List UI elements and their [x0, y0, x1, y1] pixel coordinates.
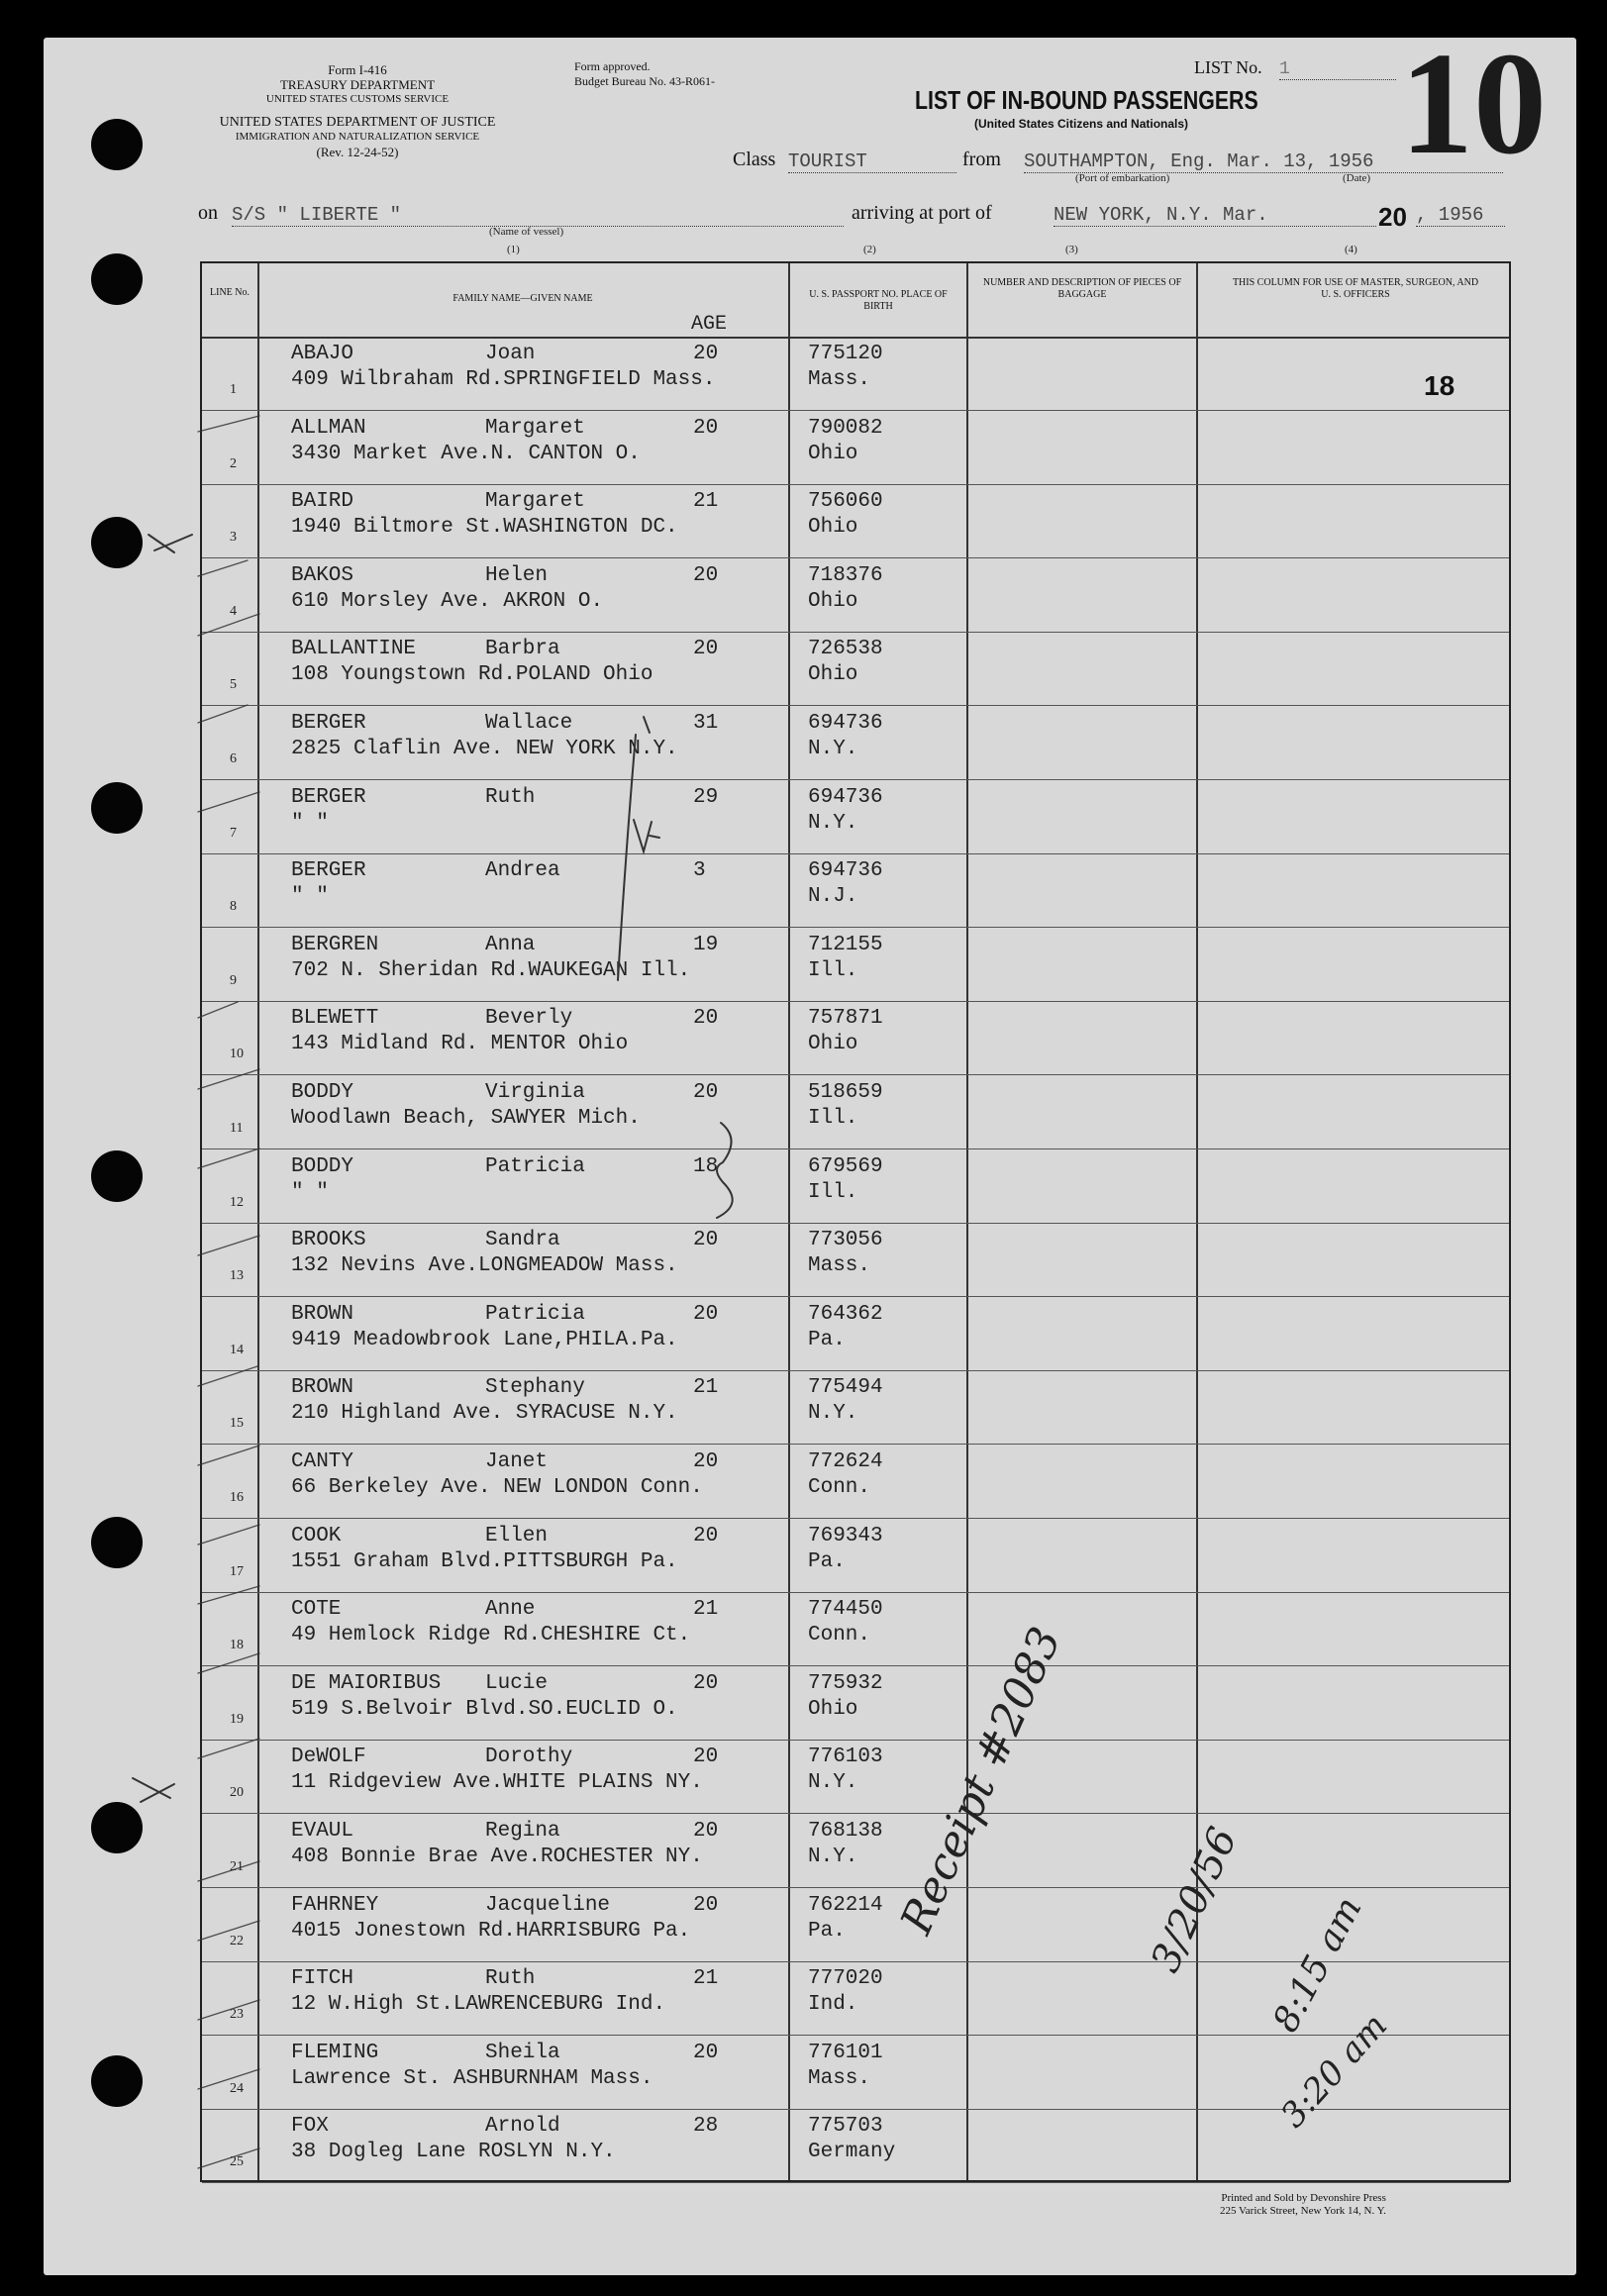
address: 49 Hemlock Ridge Rd.CHESHIRE Ct.	[291, 1624, 691, 1647]
on-label: on	[198, 202, 218, 224]
vessel-caption: (Name of vessel)	[489, 226, 564, 238]
column-caption: (1)	[507, 244, 520, 255]
family-name: BERGER	[291, 859, 366, 883]
page-title: LIST OF IN-BOUND PASSENGERS	[915, 85, 1258, 115]
address: 3430 Market Ave.N. CANTON O.	[291, 442, 641, 465]
family-name: BROWN	[291, 1376, 354, 1400]
passport-number: 776101	[808, 2041, 883, 2064]
passport-number: 718376	[808, 563, 883, 587]
family-name: BROOKS	[291, 1229, 366, 1252]
given-name: Sandra	[485, 1229, 560, 1252]
table-row	[202, 1370, 1509, 1445]
age: 20	[693, 1671, 719, 1695]
place-of-birth: Conn.	[808, 1476, 871, 1499]
place-of-birth: Pa.	[808, 1919, 846, 1943]
column-header-passport: U. S. PASSPORT NO. PLACE OF BIRTH	[809, 289, 948, 312]
family-name: ABAJO	[291, 343, 354, 365]
place-of-birth: N.Y.	[808, 1771, 858, 1795]
class-field: TOURIST	[788, 150, 956, 173]
family-name: BODDY	[291, 1081, 354, 1104]
table-row	[202, 1666, 1509, 1741]
place-of-birth: N.Y.	[808, 1402, 858, 1426]
list-number-stamp: 10	[1400, 23, 1547, 185]
line-number: 23	[230, 2007, 244, 2023]
given-name: Wallace	[485, 712, 573, 735]
given-name: Margaret	[485, 416, 585, 440]
address: 143 Midland Rd. MENTOR Ohio	[291, 1033, 629, 1056]
place-of-birth: Conn.	[808, 1624, 871, 1647]
place-of-birth: Germany	[808, 2141, 896, 2164]
embarkation-field: SOUTHAMPTON, Eng. Mar. 13, 1956	[1024, 150, 1503, 173]
family-name: FOX	[291, 2115, 329, 2139]
passport-number: 757871	[808, 1007, 883, 1031]
family-name: BAKOS	[291, 563, 354, 587]
given-name: Patricia	[485, 1154, 585, 1178]
arrival-day: 20	[1378, 202, 1407, 232]
age: 20	[693, 638, 719, 661]
address: Woodlawn Beach, SAWYER Mich.	[291, 1107, 641, 1130]
passport-number: 694736	[808, 859, 883, 883]
passport-number: 518659	[808, 1081, 883, 1104]
age: 20	[693, 416, 719, 440]
receipt-note: Receipt #2083	[891, 1620, 1071, 1942]
line-number: 2	[230, 455, 237, 471]
family-name: CANTY	[291, 1450, 354, 1473]
line-number: 22	[230, 1933, 244, 1948]
given-name: Arnold	[485, 2115, 560, 2139]
date-caption: (Date)	[1343, 172, 1371, 184]
address: 66 Berkeley Ave. NEW LONDON Conn.	[291, 1476, 703, 1499]
place-of-birth: Mass.	[808, 368, 871, 391]
line-number: 15	[230, 1416, 244, 1432]
table-row	[202, 337, 1509, 411]
place-of-birth: Mass.	[808, 1254, 871, 1278]
passport-number: 679569	[808, 1154, 883, 1178]
line-number: 1	[230, 382, 237, 397]
passport-number: 769343	[808, 1524, 883, 1547]
table-row	[202, 780, 1509, 854]
age: 21	[693, 1967, 719, 1991]
punch-hole	[91, 119, 143, 170]
arrival-year: , 1956	[1416, 204, 1505, 227]
given-name: Dorothy	[485, 1746, 573, 1769]
family-name: COOK	[291, 1524, 342, 1547]
table-row	[202, 558, 1509, 633]
family-name: BODDY	[291, 1154, 354, 1178]
given-name: Virginia	[485, 1081, 585, 1104]
place-of-birth: Ill.	[808, 1180, 858, 1204]
place-of-birth: N.Y.	[808, 811, 858, 835]
line-number: 5	[230, 677, 237, 693]
column-caption: (4)	[1345, 244, 1357, 255]
address: 108 Youngstown Rd.POLAND Ohio	[291, 663, 653, 687]
given-name: Patricia	[485, 1302, 585, 1326]
family-name: FAHRNEY	[291, 1893, 379, 1917]
place-of-birth: Ohio	[808, 516, 858, 540]
place-of-birth: Ohio	[808, 1033, 858, 1056]
page-subtitle: (United States Citizens and Nationals)	[974, 117, 1189, 131]
address: 2825 Claflin Ave. NEW YORK N.Y.	[291, 738, 678, 760]
address: 12 W.High St.LAWRENCEBURG Ind.	[291, 1993, 666, 2017]
line-number: 3	[230, 530, 237, 546]
address: 1940 Biltmore St.WASHINGTON DC.	[291, 516, 678, 540]
line-number: 21	[230, 1859, 244, 1874]
family-name: DE MAIORIBUS	[291, 1671, 442, 1695]
table-row	[202, 1592, 1509, 1666]
passport-number: 776103	[808, 1746, 883, 1769]
line-number: 11	[230, 1121, 244, 1136]
punch-hole	[91, 1517, 143, 1568]
family-name: FLEMING	[291, 2041, 379, 2064]
passport-number: 777020	[808, 1967, 883, 1991]
line-number: 14	[230, 1342, 244, 1357]
line-number: 4	[230, 603, 237, 619]
address: 11 Ridgeview Ave.WHITE PLAINS NY.	[291, 1771, 703, 1795]
line-number: 8	[230, 899, 237, 915]
passport-number: 764362	[808, 1302, 883, 1326]
family-name: COTE	[291, 1598, 342, 1622]
age: 20	[693, 1524, 719, 1547]
line-number: 24	[230, 2080, 244, 2096]
table-row	[202, 1001, 1509, 1075]
address: 132 Nevins Ave.LONGMEADOW Mass.	[291, 1254, 678, 1278]
address: 38 Dogleg Lane ROSLYN N.Y.	[291, 2141, 616, 2164]
family-name: EVAUL	[291, 1820, 354, 1843]
age: 20	[693, 1302, 719, 1326]
age: 20	[693, 343, 719, 365]
family-name: BERGER	[291, 785, 366, 809]
place-of-birth: Ohio	[808, 442, 858, 465]
age: 20	[693, 1081, 719, 1104]
given-name: Ruth	[485, 785, 536, 809]
column-header-name: FAMILY NAME—GIVEN NAME	[452, 293, 593, 304]
table-row	[202, 1814, 1509, 1888]
line-number: 17	[230, 1563, 244, 1579]
passport-number: 694736	[808, 712, 883, 735]
table-row	[202, 1740, 1509, 1814]
table-row	[202, 706, 1509, 780]
age: 20	[693, 1450, 719, 1473]
passport-number: 756060	[808, 490, 883, 514]
line-number: 12	[230, 1194, 244, 1210]
address: 519 S.Belvoir Blvd.SO.EUCLID O.	[291, 1697, 678, 1721]
given-name: Anne	[485, 1598, 536, 1622]
family-name: BALLANTINE	[291, 638, 417, 661]
table-row	[202, 1297, 1509, 1371]
punch-hole	[91, 2055, 143, 2107]
given-name: Helen	[485, 563, 549, 587]
given-name: Margaret	[485, 490, 585, 514]
from-label: from	[962, 149, 1001, 170]
passport-number: 772624	[808, 1450, 883, 1473]
place-of-birth: N.Y.	[808, 738, 858, 760]
place-of-birth: Ohio	[808, 663, 858, 687]
column-header-age: AGE	[691, 313, 728, 336]
line-number: 25	[230, 2154, 244, 2170]
table-row	[202, 1223, 1509, 1297]
passport-number: 775932	[808, 1671, 883, 1695]
line-number: 16	[230, 1490, 244, 1505]
passport-number: 712155	[808, 933, 883, 956]
line-number: 9	[230, 972, 237, 988]
age: 21	[693, 1598, 719, 1622]
given-name: Lucie	[485, 1671, 549, 1695]
age: 20	[693, 1746, 719, 1769]
age: 3	[693, 859, 706, 883]
address: 610 Morsley Ave. AKRON O.	[291, 589, 604, 613]
age: 20	[693, 2041, 719, 2064]
given-name: Jacqueline	[485, 1893, 611, 1917]
passport-number: 790082	[808, 416, 883, 440]
address: Lawrence St. ASHBURNHAM Mass.	[291, 2066, 653, 2090]
table-row	[202, 484, 1509, 558]
family-name: BERGREN	[291, 933, 379, 956]
place-of-birth: Pa.	[808, 1549, 846, 1573]
table-row	[202, 928, 1509, 1002]
family-name: BAIRD	[291, 490, 354, 514]
place-of-birth: Pa.	[808, 1328, 846, 1351]
place-of-birth: Ill.	[808, 1107, 858, 1130]
age: 21	[693, 1376, 719, 1400]
given-name: Ruth	[485, 1967, 536, 1991]
officer-count-note: 18	[1424, 370, 1456, 401]
address: 9419 Meadowbrook Lane,PHILA.Pa.	[291, 1328, 678, 1351]
given-name: Regina	[485, 1820, 560, 1843]
place-of-birth: Ind.	[808, 1993, 858, 2017]
family-name: ALLMAN	[291, 416, 366, 440]
list-number-label: LIST No.	[1194, 57, 1262, 77]
given-name: Stephany	[485, 1376, 585, 1400]
line-number: 13	[230, 1268, 244, 1284]
line-number: 20	[230, 1785, 244, 1801]
date-note: 3/20/56	[1143, 1821, 1247, 1979]
place-of-birth: Ohio	[808, 1697, 858, 1721]
arriving-label: arriving at port of	[852, 202, 992, 224]
printer-imprint: Printed and Sold by Devonshire Press 225 Varick Street, New York 14, N. Y.	[1220, 2192, 1386, 2217]
passport-number: 773056	[808, 1229, 883, 1252]
place-of-birth: N.Y.	[808, 1846, 858, 1868]
passport-number: 775120	[808, 343, 883, 365]
table-row	[202, 1075, 1509, 1149]
column-header-officers: THIS COLUMN FOR USE OF MASTER, SURGEON, AND U. S. OFFICERS	[1232, 277, 1479, 300]
form-agency-info: Form I-416 TREASURY DEPARTMENT UNITED STATES CUSTOMS SERVICE UNITED STATES DEPARTMENT OF JUSTICE IMMIGRATION AND NATURALIZATION SERVICE (Rev. 12-24-52)	[219, 62, 496, 159]
class-label: Class	[733, 149, 776, 170]
place-of-birth: Mass.	[808, 2066, 871, 2090]
given-name: Janet	[485, 1450, 549, 1473]
line-number: 10	[230, 1047, 244, 1062]
family-name: BERGER	[291, 712, 366, 735]
age: 29	[693, 785, 719, 809]
family-name: BROWN	[291, 1302, 354, 1326]
line-number: 18	[230, 1638, 244, 1653]
punch-hole	[91, 1150, 143, 1202]
punch-hole	[91, 782, 143, 834]
given-name: Andrea	[485, 859, 560, 883]
time-note: 8:15 am	[1265, 1890, 1370, 2040]
list-number-field: 1	[1279, 59, 1396, 80]
table-row	[202, 1445, 1509, 1519]
passport-number: 775494	[808, 1376, 883, 1400]
age: 21	[693, 490, 719, 514]
line-number: 19	[230, 1711, 244, 1727]
address: " "	[291, 1180, 329, 1204]
address: " "	[291, 885, 329, 909]
address: " "	[291, 811, 329, 835]
family-name: DeWOLF	[291, 1746, 366, 1769]
address: 4015 Jonestown Rd.HARRISBURG Pa.	[291, 1919, 691, 1943]
table-row	[202, 411, 1509, 485]
age: 20	[693, 1007, 719, 1031]
age: 18	[693, 1154, 719, 1178]
table-row	[202, 1519, 1509, 1593]
column-caption: (2)	[863, 244, 876, 255]
place-of-birth: N.J.	[808, 885, 858, 909]
age: 20	[693, 1820, 719, 1843]
family-name: BLEWETT	[291, 1007, 379, 1031]
age: 28	[693, 2115, 719, 2139]
line-number: 6	[230, 751, 237, 766]
address: 409 Wilbraham Rd.SPRINGFIELD Mass.	[291, 368, 716, 391]
passport-number: 775703	[808, 2115, 883, 2139]
port-caption: (Port of embarkation)	[1075, 172, 1170, 184]
column-header-line-no: LINE No.	[210, 287, 250, 298]
age: 20	[693, 1893, 719, 1917]
age: 19	[693, 933, 719, 956]
passport-number: 726538	[808, 638, 883, 661]
table-row	[202, 1149, 1509, 1224]
passport-number: 768138	[808, 1820, 883, 1843]
age: 31	[693, 712, 719, 735]
family-name: FITCH	[291, 1967, 354, 1991]
line-number: 7	[230, 825, 237, 841]
place-of-birth: Ill.	[808, 958, 858, 982]
given-name: Anna	[485, 933, 536, 956]
passenger-table	[200, 261, 1511, 2182]
given-name: Barbra	[485, 638, 560, 661]
given-name: Ellen	[485, 1524, 549, 1547]
passport-number: 762214	[808, 1893, 883, 1917]
address: 1551 Graham Blvd.PITTSBURGH Pa.	[291, 1549, 678, 1573]
vessel-field: S/S " LIBERTE "	[232, 204, 844, 227]
passport-number: 774450	[808, 1598, 883, 1622]
time-note-2: 3:20 am	[1273, 2006, 1396, 2136]
address: 408 Bonnie Brae Ave.ROCHESTER NY.	[291, 1846, 703, 1868]
age: 20	[693, 563, 719, 587]
form-approval: Form approved. Budget Bureau No. 43-R061-	[574, 59, 715, 88]
address: 210 Highland Ave. SYRACUSE N.Y.	[291, 1402, 678, 1426]
punch-hole	[91, 1802, 143, 1853]
arrival-port-field: NEW YORK, N.Y. Mar.	[1054, 204, 1376, 227]
passport-number: 694736	[808, 785, 883, 809]
address: 702 N. Sheridan Rd.WAUKEGAN Ill.	[291, 958, 691, 982]
column-header-baggage: NUMBER AND DESCRIPTION OF PIECES OF BAGGAGE	[982, 277, 1182, 300]
column-caption: (3)	[1065, 244, 1078, 255]
age: 20	[693, 1229, 719, 1252]
table-row	[202, 853, 1509, 928]
given-name: Joan	[485, 343, 536, 365]
given-name: Sheila	[485, 2041, 560, 2064]
punch-hole	[91, 517, 143, 568]
given-name: Beverly	[485, 1007, 573, 1031]
punch-hole	[91, 253, 143, 305]
table-row	[202, 632, 1509, 706]
place-of-birth: Ohio	[808, 589, 858, 613]
